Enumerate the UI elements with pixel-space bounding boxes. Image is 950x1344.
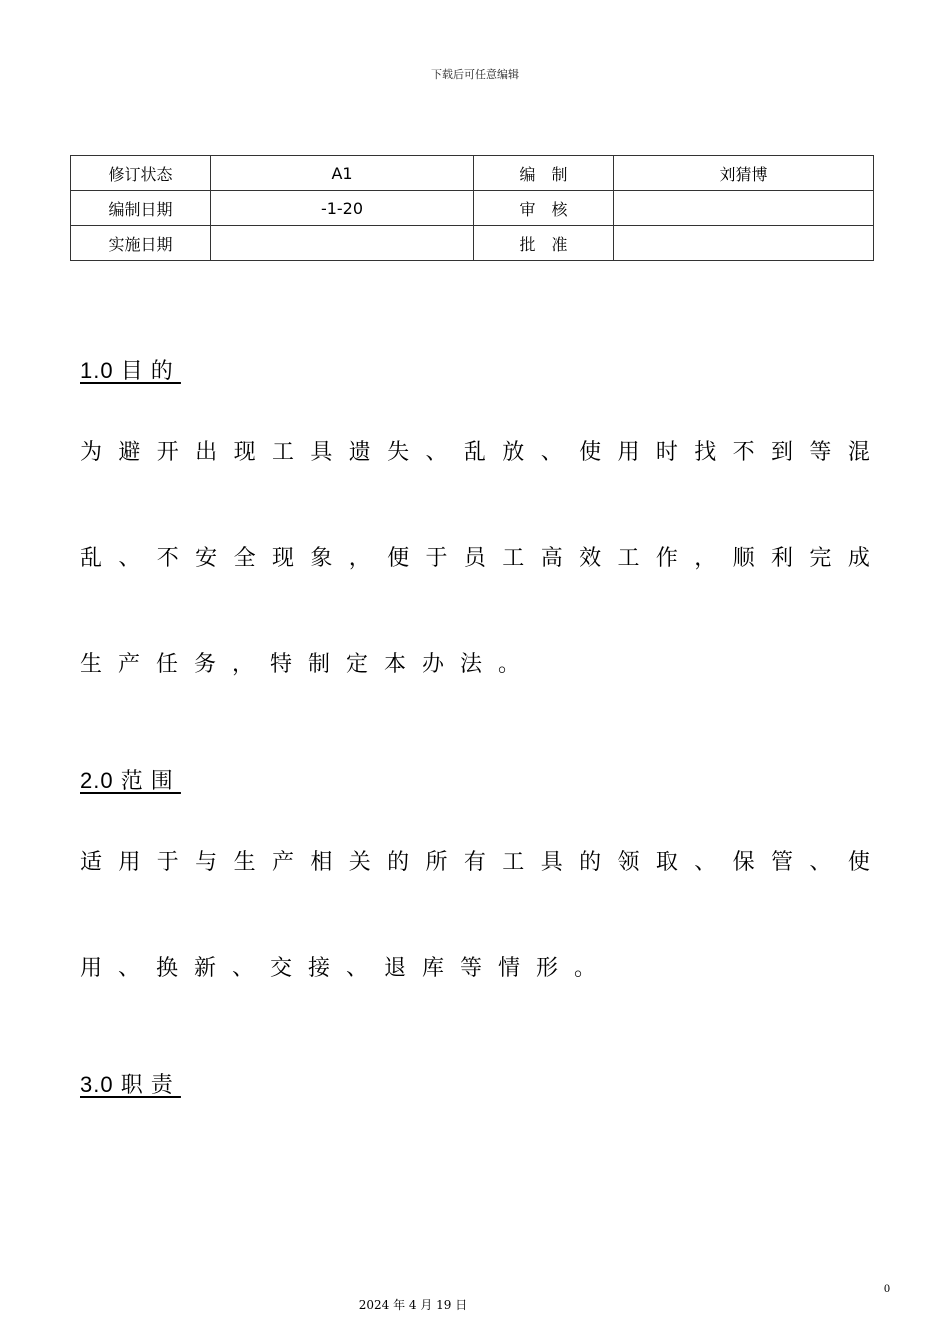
table-cell: 编 制 [474, 156, 614, 191]
page-number: 0 [884, 1281, 890, 1295]
body-line: 用、换新、交接、退库等情形。 [80, 956, 613, 981]
footer-date: 2024 年 4 月 19 日 [358, 1298, 468, 1312]
table-cell: A1 [211, 156, 474, 191]
table-row [71, 191, 874, 226]
table-row [71, 156, 874, 191]
table-cell: 实施日期 [71, 226, 211, 261]
table-cell [211, 226, 474, 261]
section-heading-responsibility: 3.0 职 责 [80, 1072, 181, 1097]
table-cell: 编制日期 [71, 191, 211, 226]
body-line: 乱 、 不 安 全 现 象 ， 便 于 员 工 高 效 工 作 ， 顺 利 完 成 [80, 546, 870, 571]
document-info-table [70, 155, 874, 261]
table-cell: 刘猜博 [614, 156, 874, 191]
table-cell [614, 226, 874, 261]
table-cell: -1-20 [211, 191, 474, 226]
table-cell: 批 准 [474, 226, 614, 261]
table-row [71, 226, 874, 261]
section-heading-purpose: 1.0 目 的 [80, 358, 181, 383]
body-line: 生产任务，特制定本办法。 [80, 652, 537, 677]
section-heading-scope: 2.0 范 围 [80, 768, 181, 793]
table-cell [614, 191, 874, 226]
body-line: 适 用 于 与 生 产 相 关 的 所 有 工 具 的 领 取 、 保 管 、 使 [80, 850, 870, 875]
table-cell: 审 核 [474, 191, 614, 226]
header-note: 下载后可任意编辑 [431, 68, 519, 81]
body-line: 为 避 开 出 现 工 具 遗 失 、 乱 放 、 使 用 时 找 不 到 等 混 [80, 440, 870, 465]
table-cell: 修订状态 [71, 156, 211, 191]
